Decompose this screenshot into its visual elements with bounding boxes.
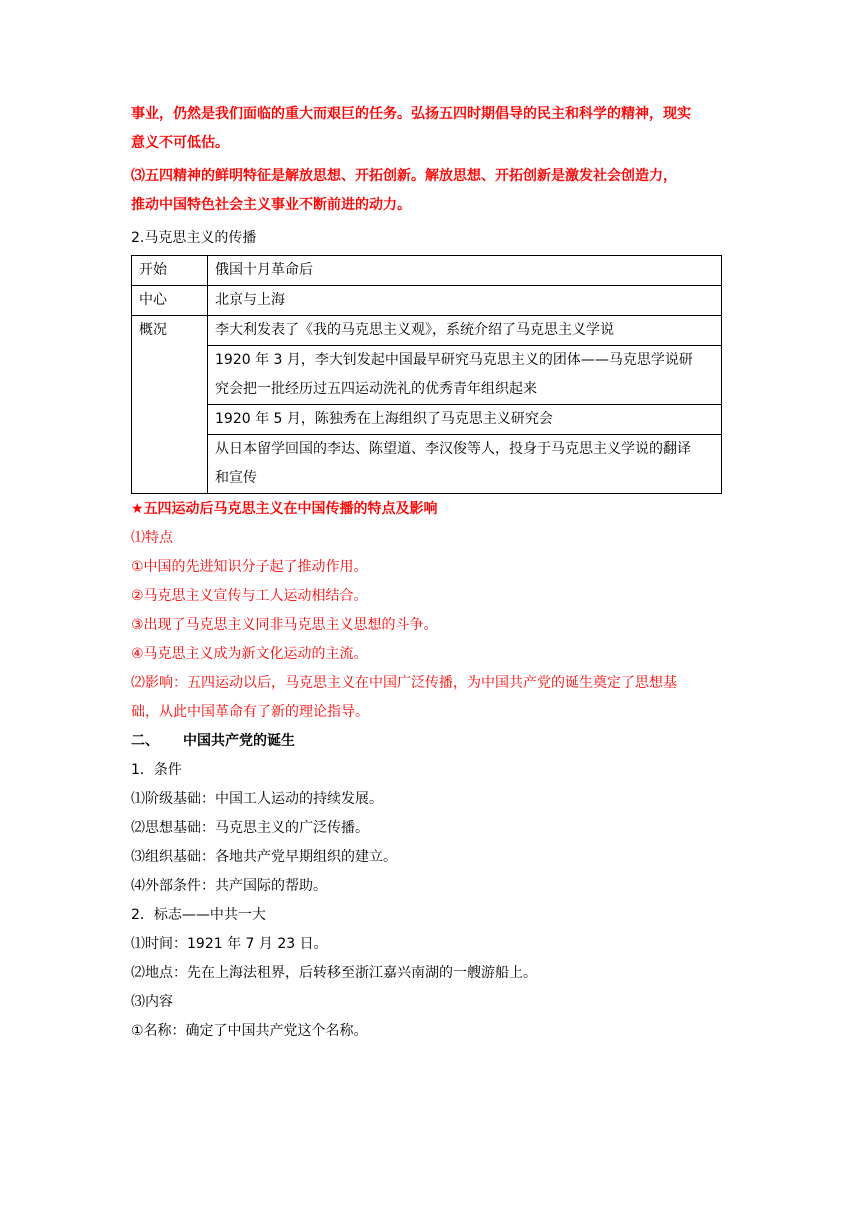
features-section	[131, 495, 731, 727]
table-row	[132, 435, 722, 494]
row-value	[208, 346, 722, 405]
impact-line: ⑵影响：五四运动以后，马克思主义在中国广泛传播，为中国共产党的诞生奠定了思想基	[131, 675, 677, 691]
list-item: ⑶内容	[131, 994, 173, 1010]
list-item: ②马克思主义宣传与工人运动相结合。	[131, 588, 368, 604]
cell-line: 和宣传	[215, 470, 257, 486]
section-number: 二、	[131, 733, 159, 749]
table-row	[132, 346, 722, 405]
row-label: 开始	[132, 256, 208, 286]
features-title: ★五四运动后马克思主义在中国传播的特点及影响	[131, 501, 438, 517]
list-item: ⑵思想基础：马克思主义的广泛传播。	[131, 820, 369, 836]
marxism-table	[131, 255, 722, 494]
cell-line: 1920 年 3 月，李大钊发起中国最早研究马克思主义的团体——马克思学说研	[215, 352, 693, 368]
list-item: ①名称：确定了中国共产党这个名称。	[131, 1023, 368, 1039]
list-item: ④马克思主义成为新文化运动的主流。	[131, 646, 368, 662]
row-label: 概况	[132, 316, 208, 494]
list-item: ①中国的先进知识分子起了推动作用。	[131, 559, 368, 575]
list-item: ⑶组织基础：各地共产党早期组织的建立。	[131, 849, 397, 865]
section-heading	[131, 727, 731, 756]
list-item: ⑴时间：1921 年 7 月 23 日。	[131, 936, 328, 952]
marxism-heading: 2.马克思主义的传播	[131, 230, 257, 246]
row-value: 李大利发表了《我的马克思主义观》，系统介绍了马克思主义学说	[208, 316, 722, 346]
list-item: ③出现了马克思主义同非马克思主义思想的斗争。	[131, 617, 438, 633]
table-row	[132, 256, 722, 286]
intro-paragraph	[131, 100, 731, 220]
conditions-title: 1．条件	[131, 762, 182, 778]
text-line: 意义不可低估。	[131, 135, 229, 151]
text-line: 推动中国特色社会主义事业不断前进的动力。	[131, 197, 411, 213]
row-value: 北京与上海	[208, 286, 722, 316]
row-label: 中心	[132, 286, 208, 316]
section-title: 中国共产党的诞生	[183, 733, 295, 749]
symbol-title: 2．标志——中共一大	[131, 907, 266, 923]
row-value: 俄国十月革命后	[208, 256, 722, 286]
table-row	[132, 316, 722, 346]
cell-line: 究会把一批经历过五四运动洗礼的优秀青年组织起来	[215, 381, 537, 397]
row-value	[208, 435, 722, 494]
features-subtitle: ⑴特点	[131, 530, 173, 546]
text-line: ⑶五四精神的鲜明特征是解放思想、开拓创新。解放思想、开拓创新是激发社会创造力，	[131, 168, 677, 184]
table-row	[132, 286, 722, 316]
table-row	[132, 405, 722, 435]
text-line: 事业，仍然是我们面临的重大而艰巨的任务。弘扬五四时期倡导的民主和科学的精神，现实	[131, 106, 691, 122]
document-content	[131, 100, 731, 1046]
list-item: ⑵地点：先在上海法租界，后转移至浙江嘉兴南湖的一艘游船上。	[131, 965, 537, 981]
cell-line: 从日本留学回国的李达、陈望道、李汉俊等人，投身于马克思主义学说的翻译	[215, 441, 691, 457]
impact-line: 础，从此中国革命有了新的理论指导。	[131, 704, 369, 720]
list-item: ⑴阶级基础：中国工人运动的持续发展。	[131, 791, 383, 807]
list-item: ⑷外部条件：共产国际的帮助。	[131, 878, 327, 894]
row-value: 1920 年 5 月，陈独秀在上海组织了马克思主义研究会	[208, 405, 722, 435]
